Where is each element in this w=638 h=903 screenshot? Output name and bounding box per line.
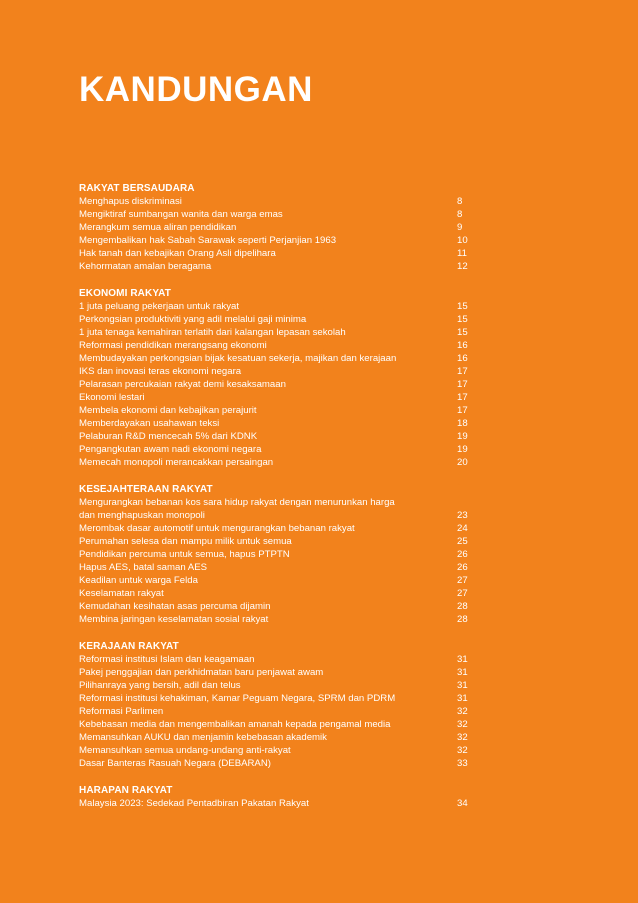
- toc-entry-title: [79, 195, 457, 208]
- toc-entry-page-number: 10: [457, 235, 468, 246]
- toc-entry-title: [79, 561, 457, 574]
- toc-entry-page-number: 19: [457, 431, 468, 442]
- toc-entry-page-number: 20: [457, 457, 468, 468]
- toc-section: [79, 287, 481, 469]
- toc-entry-title: [79, 391, 457, 404]
- toc-entry-page-number: 12: [457, 261, 468, 272]
- toc-entry-page-number: 19: [457, 444, 468, 455]
- toc-entry-title-line: Memberdayakan usahawan teksi: [79, 418, 220, 429]
- toc-section: [79, 640, 481, 770]
- toc-entry-title-line: Membela ekonomi dan kebajikan perajurit: [79, 405, 257, 416]
- toc-entry-page-number: 32: [457, 706, 468, 717]
- toc-entry-title: [79, 744, 457, 757]
- toc-entry-title: [79, 365, 457, 378]
- toc-entry-title: [79, 731, 457, 744]
- toc-entry-page-number: 17: [457, 366, 468, 377]
- toc-entry-page-number: 34: [457, 798, 468, 809]
- toc-entry-title: [79, 417, 457, 430]
- toc-entry-title: [79, 692, 457, 705]
- toc-entry[interactable]: [79, 744, 481, 757]
- toc-entry[interactable]: [79, 757, 481, 770]
- toc-entry-page-number: 24: [457, 523, 468, 534]
- toc-entry-title-line: Hapus AES, batal saman AES: [79, 562, 207, 573]
- page-title: KANDUNGAN: [79, 70, 313, 109]
- toc-entry[interactable]: [79, 352, 481, 365]
- toc-entry-title: [79, 653, 457, 666]
- toc-entry[interactable]: [79, 430, 481, 443]
- toc-entry-title: [79, 705, 457, 718]
- toc-entry-title-line: Reformasi institusi Islam dan keagamaan: [79, 654, 255, 665]
- toc-entry-title: [79, 456, 457, 469]
- toc-entry-page-number: 17: [457, 405, 468, 416]
- toc-entry-title-line: Kebebasan media dan mengembalikan amanah kepada pengamal media: [79, 719, 391, 730]
- toc-entry[interactable]: [79, 417, 481, 430]
- toc-entry[interactable]: [79, 326, 481, 339]
- toc-entry-page-number: 28: [457, 601, 468, 612]
- toc-entry[interactable]: [79, 496, 481, 522]
- section-heading: HARAPAN RAKYAT: [79, 785, 173, 796]
- toc-entry-page-number: 9: [457, 222, 463, 233]
- toc-entry-page-number: 32: [457, 719, 468, 730]
- table-of-contents: [79, 182, 481, 824]
- toc-entry[interactable]: [79, 378, 481, 391]
- toc-entry-title: [79, 587, 457, 600]
- toc-entry[interactable]: [79, 404, 481, 417]
- toc-entry-page-number: 16: [457, 340, 468, 351]
- toc-entry[interactable]: [79, 574, 481, 587]
- toc-entry-title: [79, 613, 457, 626]
- toc-entry-page-number: 15: [457, 314, 468, 325]
- toc-entry[interactable]: [79, 692, 481, 705]
- toc-entry-title-line: Mengiktiraf sumbangan wanita dan warga emas: [79, 209, 283, 220]
- toc-entry[interactable]: [79, 247, 481, 260]
- toc-entry-title-line: Membudayakan perkongsian bijak kesatuan sekerja, majikan dan kerajaan: [79, 353, 397, 364]
- toc-entry-title: [79, 548, 457, 561]
- toc-entry[interactable]: [79, 548, 481, 561]
- toc-entry-title: [79, 679, 457, 692]
- section-heading: KERAJAAN RAKYAT: [79, 641, 179, 652]
- toc-entry[interactable]: [79, 300, 481, 313]
- toc-entry-title-line: 1 juta tenaga kemahiran terlatih dari kalangan lepasan sekolah: [79, 327, 346, 338]
- toc-entry[interactable]: [79, 313, 481, 326]
- toc-entry[interactable]: [79, 456, 481, 469]
- section-heading: EKONOMI RAKYAT: [79, 288, 171, 299]
- toc-entry-page-number: 15: [457, 327, 468, 338]
- section-heading: KESEJAHTERAAN RAKYAT: [79, 484, 213, 495]
- toc-entry[interactable]: [79, 260, 481, 273]
- toc-entry-title: [79, 208, 457, 221]
- toc-entry-title-line: Pelarasan percukaian rakyat demi kesaksamaan: [79, 379, 286, 390]
- toc-entry-page-number: 31: [457, 680, 468, 691]
- toc-entry-title: [79, 535, 457, 548]
- toc-entry-title-line: Keadilan untuk warga Felda: [79, 575, 198, 586]
- toc-entry-title: [79, 260, 457, 273]
- toc-entry-title-line: Menghapus diskriminasi: [79, 196, 182, 207]
- toc-entry-title-line: Kehormatan amalan beragama: [79, 261, 212, 272]
- toc-entry[interactable]: [79, 731, 481, 744]
- toc-entry-page-number: 8: [457, 196, 463, 207]
- toc-entry-title-line: Merangkum semua aliran pendidikan: [79, 222, 237, 233]
- toc-entry-page-number: 31: [457, 667, 468, 678]
- toc-entry[interactable]: [79, 195, 481, 208]
- toc-entry-title: [79, 352, 457, 365]
- toc-section: [79, 784, 481, 810]
- toc-entry-title-line: Mengurangkan bebanan kos sara hidup rakyat dengan menurunkan harga: [79, 497, 395, 508]
- toc-entry[interactable]: [79, 718, 481, 731]
- toc-entry-title-line: Memansuhkan AUKU dan menjamin kebebasan akademik: [79, 732, 327, 743]
- toc-entry-title-line: Keselamatan rakyat: [79, 588, 164, 599]
- toc-entry-title-line: Malaysia 2023: Sedekad Pentadbiran Pakatan Rakyat: [79, 798, 309, 809]
- toc-entry-page-number: 17: [457, 392, 468, 403]
- toc-entry[interactable]: [79, 613, 481, 626]
- toc-entry-page-number: 27: [457, 575, 468, 586]
- toc-entry-title: [79, 404, 457, 417]
- toc-entry-page-number: 23: [457, 510, 468, 521]
- toc-entry-title-line: Kemudahan kesihatan asas percuma dijamin: [79, 601, 271, 612]
- toc-entry[interactable]: [79, 391, 481, 404]
- toc-entry-page-number: 27: [457, 588, 468, 599]
- toc-entry-title-line: Pakej penggajian dan perkhidmatan baru penjawat awam: [79, 667, 324, 678]
- toc-entry-title: [79, 574, 457, 587]
- toc-entry-title: [79, 522, 457, 535]
- toc-entry[interactable]: [79, 587, 481, 600]
- toc-entry-title: [79, 339, 457, 352]
- toc-entry-page-number: 25: [457, 536, 468, 547]
- toc-entry-title-line: Dasar Banteras Rasuah Negara (DEBARAN): [79, 758, 271, 769]
- toc-entry-page-number: 8: [457, 209, 463, 220]
- toc-entry-title-line: Memansuhkan semua undang-undang anti-rakyat: [79, 745, 291, 756]
- toc-section: [79, 483, 481, 626]
- toc-entry-title-line: Hak tanah dan kebajikan Orang Asli dipelihara: [79, 248, 276, 259]
- toc-entry-title: [79, 443, 457, 456]
- toc-entry-page-number: 32: [457, 745, 468, 756]
- toc-entry[interactable]: [79, 234, 481, 247]
- toc-entry-title-line: Perkongsian produktiviti yang adil melalui gaji minima: [79, 314, 307, 325]
- toc-entry-page-number: 11: [457, 248, 467, 259]
- toc-entry-page-number: 26: [457, 549, 468, 560]
- toc-entry-title-line: dan menghapuskan monopoli: [79, 510, 205, 521]
- toc-entry-title-line: Reformasi institusi kehakiman, Kamar Peguam Negara, SPRM dan PDRM: [79, 693, 396, 704]
- toc-entry[interactable]: [79, 208, 481, 221]
- toc-entry-title: [79, 757, 457, 770]
- toc-entry-title-line: Membina jaringan keselamatan sosial rakyat: [79, 614, 269, 625]
- toc-entry[interactable]: [79, 365, 481, 378]
- toc-entry-title-line: IKS dan inovasi teras ekonomi negara: [79, 366, 242, 377]
- toc-entry[interactable]: [79, 666, 481, 679]
- toc-entry-title-line: Reformasi Parlimen: [79, 706, 164, 717]
- toc-entry-title: [79, 326, 457, 339]
- section-heading: RAKYAT BERSAUDARA: [79, 183, 195, 194]
- toc-entry[interactable]: [79, 339, 481, 352]
- toc-entry[interactable]: [79, 679, 481, 692]
- toc-section: [79, 182, 481, 273]
- toc-entry-title: [79, 300, 457, 313]
- toc-entry-page-number: 31: [457, 654, 468, 665]
- toc-entry-title-line: Pengangkutan awam nadi ekonomi negara: [79, 444, 262, 455]
- toc-entry-title: [79, 496, 457, 522]
- toc-entry-title: [79, 666, 457, 679]
- toc-entry-title-line: Ekonomi lestari: [79, 392, 145, 403]
- toc-entry-page-number: 33: [457, 758, 468, 769]
- toc-entry-title: [79, 247, 457, 260]
- toc-entry[interactable]: [79, 653, 481, 666]
- toc-entry[interactable]: [79, 561, 481, 574]
- toc-entry[interactable]: [79, 535, 481, 548]
- toc-entry-title-line: Pendidikan percuma untuk semua, hapus PTPTN: [79, 549, 290, 560]
- toc-entry-page-number: 15: [457, 301, 468, 312]
- toc-entry[interactable]: [79, 797, 481, 810]
- toc-entry[interactable]: [79, 522, 481, 535]
- toc-entry-page-number: 17: [457, 379, 468, 390]
- toc-entry-page-number: 31: [457, 693, 468, 704]
- toc-entry-title: [79, 378, 457, 391]
- toc-entry[interactable]: [79, 705, 481, 718]
- toc-entry-title-line: Memecah monopoli merancakkan persaingan: [79, 457, 274, 468]
- toc-entry-page-number: 16: [457, 353, 468, 364]
- toc-entry-title: [79, 313, 457, 326]
- toc-entry-title-line: Pelaburan R&D mencecah 5% dari KDNK: [79, 431, 258, 442]
- toc-entry[interactable]: [79, 443, 481, 456]
- toc-entry-page-number: 32: [457, 732, 468, 743]
- toc-entry-page-number: 26: [457, 562, 468, 573]
- toc-entry-title-line: Pilihanraya yang bersih, adil dan telus: [79, 680, 241, 691]
- toc-entry-title: [79, 600, 457, 613]
- toc-entry-page-number: 28: [457, 614, 468, 625]
- toc-entry-title-line: Mengembalikan hak Sabah Sarawak seperti Perjanjian 1963: [79, 235, 337, 246]
- toc-entry[interactable]: [79, 600, 481, 613]
- toc-entry-title: [79, 234, 457, 247]
- toc-entry[interactable]: [79, 221, 481, 234]
- toc-entry-title-line: Perumahan selesa dan mampu milik untuk semua: [79, 536, 292, 547]
- toc-entry-page-number: 18: [457, 418, 468, 429]
- toc-entry-title: [79, 430, 457, 443]
- toc-entry-title-line: Reformasi pendidikan merangsang ekonomi: [79, 340, 267, 351]
- toc-entry-title: [79, 718, 457, 731]
- toc-entry-title: [79, 221, 457, 234]
- toc-entry-title-line: Merombak dasar automotif untuk mengurangkan bebanan rakyat: [79, 523, 355, 534]
- toc-entry-title-line: 1 juta peluang pekerjaan untuk rakyat: [79, 301, 240, 312]
- toc-entry-title: [79, 797, 457, 810]
